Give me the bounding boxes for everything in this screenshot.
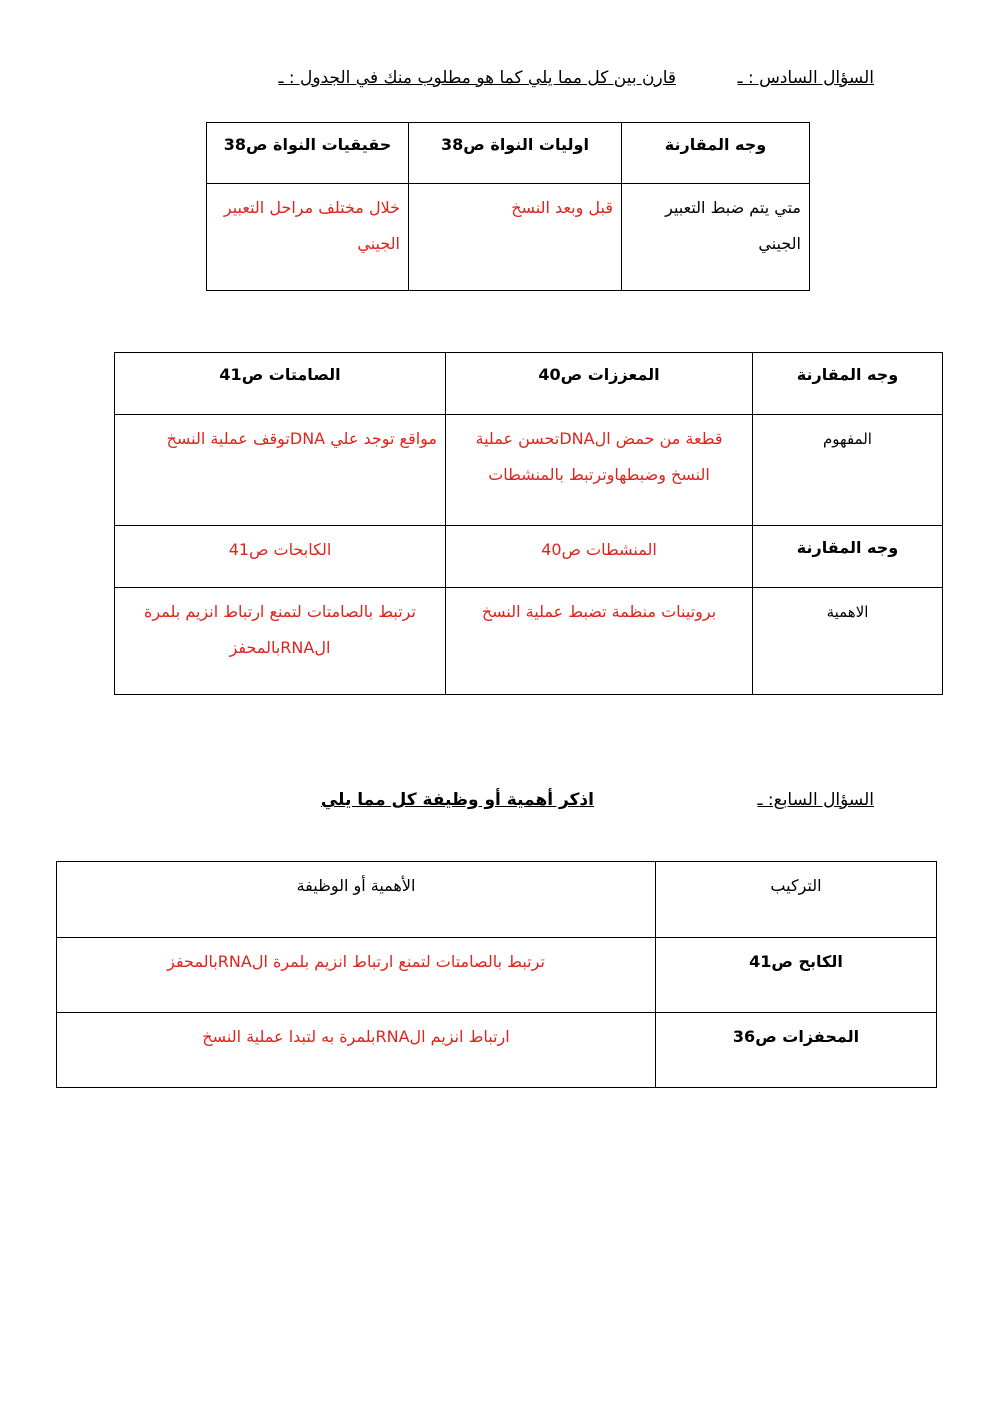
silencers-answer: مواقع توجد علي DNAتوقف عملية النسخ [115,415,446,526]
function-repressor: ترتبط بالصامتات لتمنع ارتباط انزيم بلمرة الRNAبالمحفز [57,938,656,1013]
comparison-table-prokaryote-eukaryote [206,122,810,291]
question-6-text: قارن بين كل مما يلي كما هو مطلوب منك في الجدول : ـ [278,68,676,88]
aspect-importance: الاهمية [753,588,943,695]
aspect-gene-regulation-timing: متي يتم ضبط التعبير الجيني [622,184,810,291]
structure-promoters: المحفزات ص36 [656,1013,937,1088]
header-silencers: الصامتات ص41 [115,353,446,415]
question-7-text: اذكر أهمية أو وظيفة كل مما يلي [320,790,594,810]
header-enhancers: المعززات ص40 [446,353,753,415]
structure-function-table [56,861,937,1088]
header-function: الأهمية أو الوظيفة [57,862,656,938]
header-prokaryotes: اوليات النواة ص38 [409,123,622,184]
aspect-concept: المفهوم [753,415,943,526]
table-row [57,1013,937,1088]
header-aspect: وجه المقارنة [622,123,810,184]
question-7-label: السؤال السابع: ـ [757,790,874,810]
question-6-label: السؤال السادس : ـ [737,68,874,88]
prokaryote-answer: قبل وبعد النسخ [409,184,622,291]
function-promoters: ارتباط انزيم الRNAبلمرة به لتبدا عملية النسخ [57,1013,656,1088]
header-activators: المنشطات ص40 [446,526,753,588]
enhancers-answer: قطعة من حمض الDNAتحسن عملية النسخ وضبطهاوترتبط بالمنشطات [446,415,753,526]
header-aspect: وجه المقارنة [753,353,943,415]
table-row [57,938,937,1013]
header-repressors: الكابحات ص41 [115,526,446,588]
structure-repressor: الكابح ص41 [656,938,937,1013]
header-eukaryotes: حقيقيات النواة ص38 [207,123,409,184]
comparison-table-enhancers-silencers [114,352,943,695]
header-structure: التركيب [656,862,937,938]
repressors-answer: ترتبط بالصامتات لتمنع ارتباط انزيم بلمرة الRNAبالمحفز [115,588,446,695]
activators-answer: بروتينات منظمة تضبط عملية النسخ [446,588,753,695]
header-aspect-2: وجه المقارنة [753,526,943,588]
eukaryote-answer: خلال مختلف مراحل التعبير الجيني [207,184,409,291]
